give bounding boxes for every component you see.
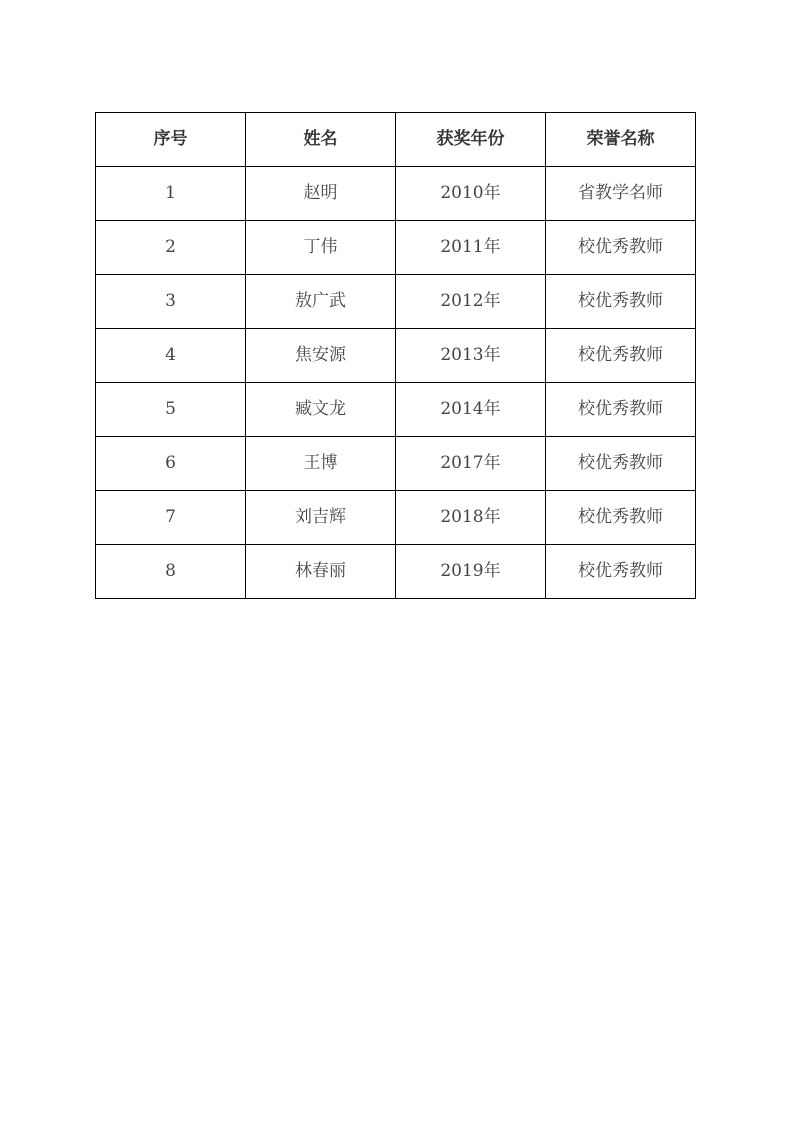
- table-row: [96, 383, 696, 437]
- header-index: 序号: [96, 113, 246, 167]
- cell-index: 3: [96, 275, 246, 329]
- table-row: [96, 329, 696, 383]
- cell-index: 4: [96, 329, 246, 383]
- cell-award-year: 2013年: [396, 329, 546, 383]
- table-row: [96, 545, 696, 599]
- cell-index: 1: [96, 167, 246, 221]
- award-table: [95, 112, 696, 599]
- cell-index: 5: [96, 383, 246, 437]
- cell-name: 王博: [246, 437, 396, 491]
- cell-award-year: 2014年: [396, 383, 546, 437]
- header-name: 姓名: [246, 113, 396, 167]
- cell-award-year: 2019年: [396, 545, 546, 599]
- table-row: [96, 491, 696, 545]
- cell-award-year: 2011年: [396, 221, 546, 275]
- cell-honor-title: 校优秀教师: [546, 275, 696, 329]
- cell-name: 赵明: [246, 167, 396, 221]
- cell-award-year: 2012年: [396, 275, 546, 329]
- cell-honor-title: 校优秀教师: [546, 491, 696, 545]
- cell-index: 8: [96, 545, 246, 599]
- table-header: [96, 113, 696, 167]
- cell-honor-title: 校优秀教师: [546, 437, 696, 491]
- header-award-year: 获奖年份: [396, 113, 546, 167]
- table-body: [96, 167, 696, 599]
- cell-honor-title: 省教学名师: [546, 167, 696, 221]
- cell-name: 刘吉辉: [246, 491, 396, 545]
- cell-name: 臧文龙: [246, 383, 396, 437]
- table-row: [96, 167, 696, 221]
- cell-award-year: 2018年: [396, 491, 546, 545]
- header-honor-title: 荣誉名称: [546, 113, 696, 167]
- table-row: [96, 221, 696, 275]
- cell-name: 焦安源: [246, 329, 396, 383]
- cell-award-year: 2010年: [396, 167, 546, 221]
- cell-name: 丁伟: [246, 221, 396, 275]
- cell-award-year: 2017年: [396, 437, 546, 491]
- cell-honor-title: 校优秀教师: [546, 545, 696, 599]
- cell-index: 7: [96, 491, 246, 545]
- cell-index: 2: [96, 221, 246, 275]
- cell-name: 林春丽: [246, 545, 396, 599]
- table-row: [96, 437, 696, 491]
- cell-honor-title: 校优秀教师: [546, 329, 696, 383]
- cell-honor-title: 校优秀教师: [546, 383, 696, 437]
- header-row: [96, 113, 696, 167]
- table-row: [96, 275, 696, 329]
- cell-index: 6: [96, 437, 246, 491]
- cell-honor-title: 校优秀教师: [546, 221, 696, 275]
- cell-name: 敖广武: [246, 275, 396, 329]
